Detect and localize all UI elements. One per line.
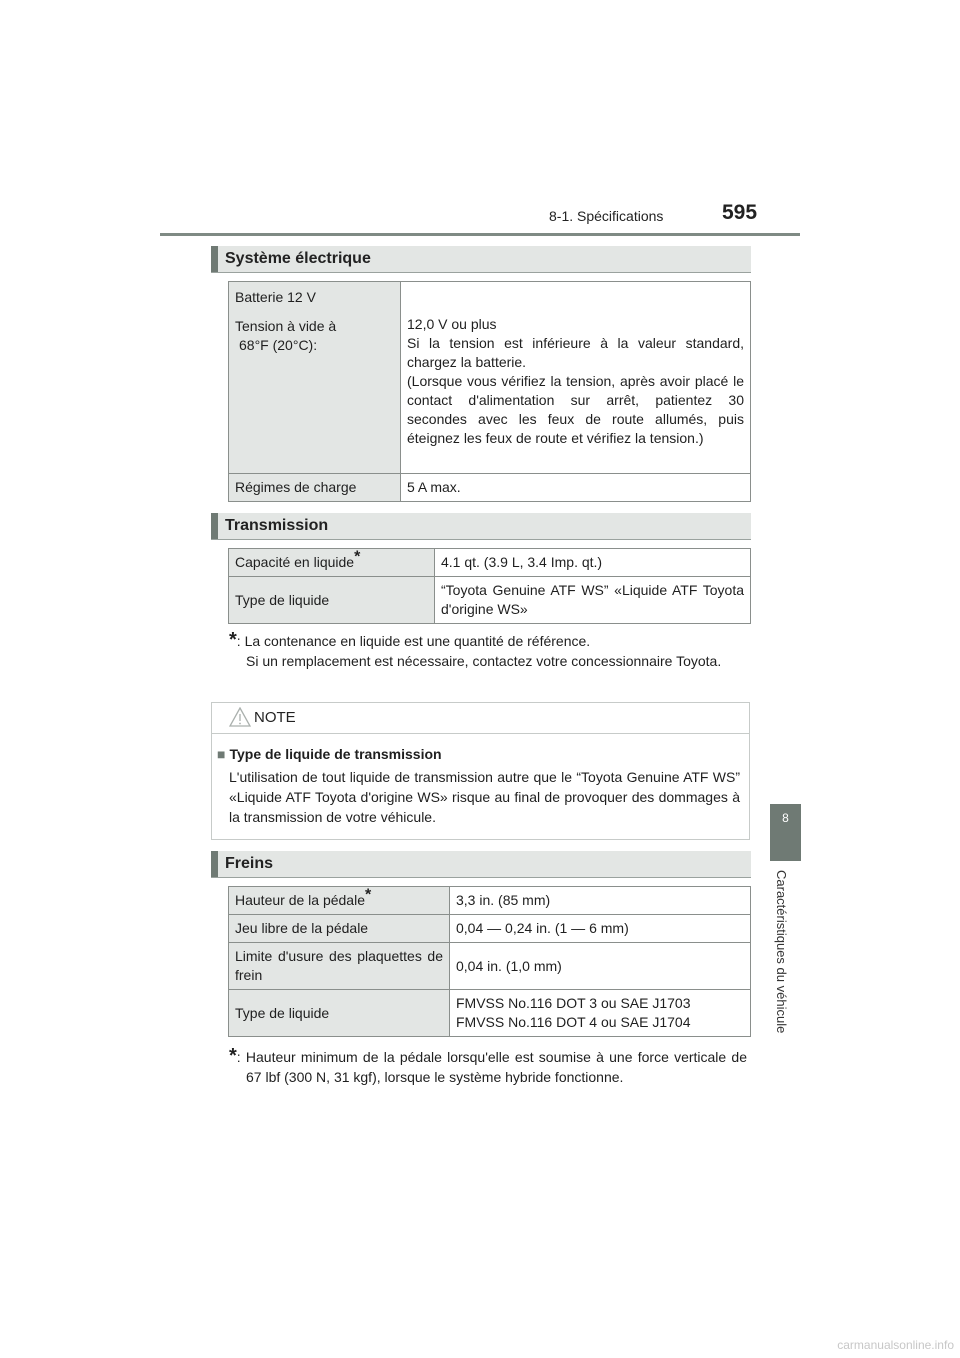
table-row <box>229 549 751 577</box>
table-value-cell <box>450 943 751 990</box>
charge-label: Régimes de charge <box>235 479 357 495</box>
brake-fluid-value-2: FMVSS No.116 DOT 4 ou SAE J1704 <box>456 1014 691 1030</box>
section-accent-bar <box>211 851 218 877</box>
section-header-electrical <box>211 246 751 273</box>
table-label-cell <box>229 474 401 502</box>
brake-fluid-label: Type de liquide <box>235 1004 330 1021</box>
note-header <box>212 703 749 734</box>
chapter-label <box>774 870 794 1060</box>
voltage-value: 12,0 V ou plus <box>407 316 497 332</box>
note-item-body: L'utilisation de tout liquide de transmission autre que le “Toyota Genuine ATF WS” «Liquide ATF Toyota d'origine WS» risque au final de provoquer des dommages à la transmission de votre véhicule. <box>229 769 740 825</box>
table-value-cell <box>401 282 751 474</box>
section-header-transmission <box>211 513 751 540</box>
free-play-value: 0,04 — 0,24 in. (1 — 6 mm) <box>456 920 629 936</box>
voltage-label: Tension à vide à <box>235 318 337 334</box>
footnote-marker: * <box>229 629 237 651</box>
chapter-label-text: Caractéristiques du véhicule <box>774 870 789 1034</box>
table-label-cell <box>229 943 450 990</box>
charge-value: 5 A max. <box>407 479 461 495</box>
fluid-label: Type de liquide <box>235 591 330 608</box>
table-row <box>229 887 751 915</box>
table-value-cell <box>435 549 751 577</box>
free-play-label: Jeu libre de la pédale <box>235 920 369 936</box>
table-row <box>229 282 751 474</box>
table-label-cell <box>229 549 435 577</box>
footnote-marker: * <box>354 548 361 566</box>
voltage-note-detail: (Lorsque vous vérifiez la tension, après avoir placé le contact d'alimentation sur arrêt, patientez 30 secondes avec les feux de route allumés, puis éteignez les feux de route et vérifiez la tension.) <box>407 373 744 446</box>
pedal-height-value: 3,3 in. (85 mm) <box>456 892 551 908</box>
chapter-number: 8 <box>782 811 789 825</box>
note-box <box>211 702 750 840</box>
section-heading: 8-1. Spécifications <box>549 208 664 224</box>
chapter-tab <box>770 804 801 861</box>
watermark-url: carmanualsonline.info <box>837 1338 954 1352</box>
brake-fluid-value-1: FMVSS No.116 DOT 3 ou SAE J1703 <box>456 995 691 1011</box>
section-accent-bar <box>211 246 218 272</box>
section-header-brakes <box>211 851 751 878</box>
capacity-value: 4.1 qt. (3.9 L, 3.4 Imp. qt.) <box>441 554 603 570</box>
note-label: NOTE <box>254 709 296 726</box>
table-row <box>229 915 751 943</box>
footnote-text: : La contenance en liquide est une quantité de référence. <box>236 633 591 649</box>
table-label-cell <box>229 887 450 915</box>
section-title: Transmission <box>225 517 329 534</box>
brakes-table <box>228 886 751 1037</box>
table-row <box>229 943 751 990</box>
battery-label: Batterie 12 V <box>235 289 316 305</box>
table-row <box>229 990 751 1037</box>
pad-wear-label: Limite d'usure des plaquettes de frein <box>235 948 443 983</box>
voltage-note: Si la tension est inférieure à la valeur standard, chargez la batterie. <box>407 335 744 370</box>
capacity-label: Capacité en liquide <box>235 554 355 570</box>
brakes-footnote <box>229 1046 747 1087</box>
note-item-title-text: Type de liquide de transmission <box>229 746 442 762</box>
transmission-footnote <box>229 630 747 671</box>
fluid-value: “Toyota Genuine ATF WS” «Liquide ATF Toyota d'origine WS» <box>441 582 744 617</box>
section-title: Freins <box>225 855 274 872</box>
table-label-cell <box>229 915 450 943</box>
header-divider <box>160 233 800 236</box>
footnote-marker: * <box>365 886 372 904</box>
table-label-cell <box>229 577 435 624</box>
table-label-cell <box>229 990 450 1037</box>
warning-icon <box>229 707 251 727</box>
section-title: Système électrique <box>225 250 371 267</box>
footnote-text-2: Si un remplacement est nécessaire, contactez votre concessionnaire Toyota. <box>246 653 722 669</box>
pedal-height-label: Hauteur de la pédale <box>235 892 365 908</box>
section-accent-bar <box>211 513 218 539</box>
page-number: 595 <box>722 201 758 224</box>
note-item-title <box>217 746 442 762</box>
table-row <box>229 577 751 624</box>
table-value-cell <box>435 577 751 624</box>
table-value-cell <box>401 474 751 502</box>
footnote-marker: * <box>229 1045 237 1067</box>
electrical-table <box>228 281 751 502</box>
footnote-text: : Hauteur minimum de la pédale lorsqu'elle est soumise à une force verticale de 67 lbf (300 N, 31 kgf), lorsque le système hybride fonctionne. <box>236 1049 747 1085</box>
voltage-temp-label: 68°F (20°C): <box>239 337 318 353</box>
table-value-cell <box>450 887 751 915</box>
table-label-cell <box>229 282 401 474</box>
pad-wear-value: 0,04 in. (1,0 mm) <box>456 957 562 974</box>
transmission-table <box>228 548 751 624</box>
table-value-cell <box>450 915 751 943</box>
square-bullet-icon: ■ <box>217 746 226 762</box>
table-value-cell <box>450 990 751 1037</box>
table-row <box>229 474 751 502</box>
